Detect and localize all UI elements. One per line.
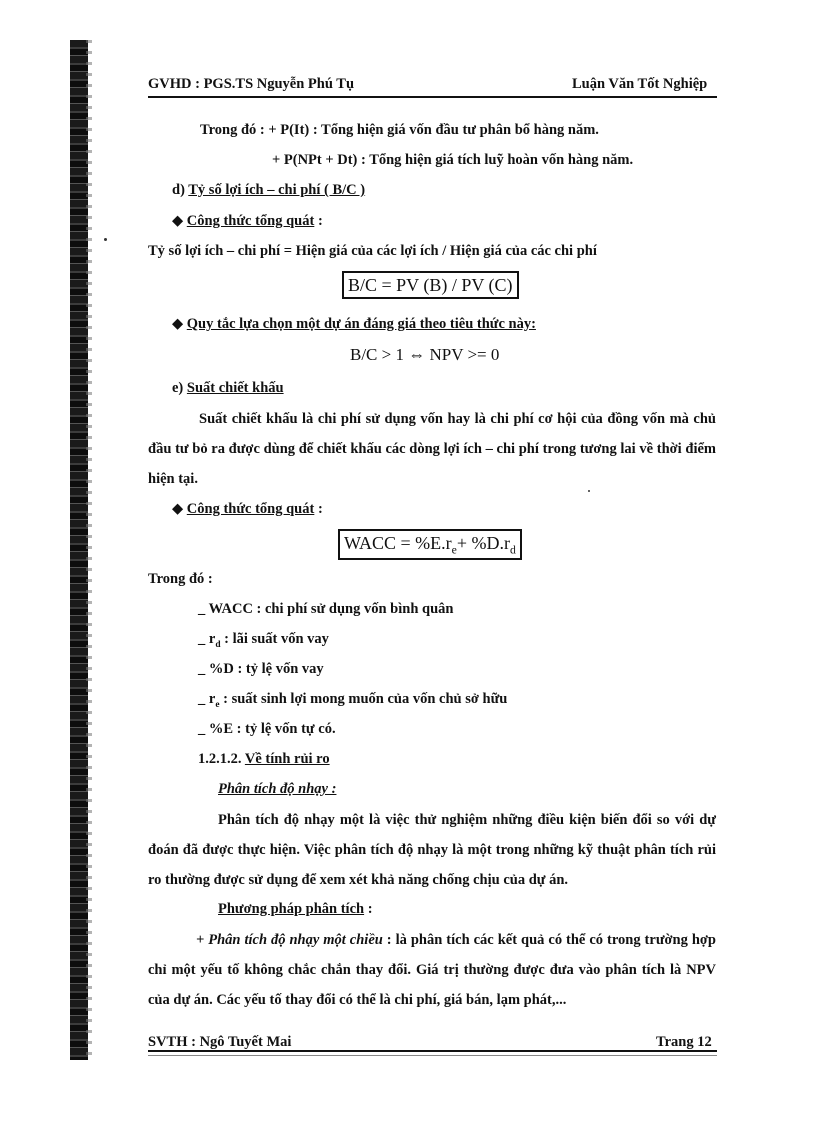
footer-rule xyxy=(148,1050,717,1052)
header-rule xyxy=(148,96,717,98)
trong-do-line-1: Trong đó : + P(It) : Tổng hiện giá vốn đầu tư phân bổ hàng năm. xyxy=(200,122,599,138)
bc-formula-box: B/C = PV (B) / PV (C) xyxy=(342,271,519,299)
bullet-1-suffix: : xyxy=(314,213,323,229)
def-re: _ $r_e$ : suất sinh lợi mong muốn của vốn chủ sở hữu xyxy=(198,691,508,710)
rule-heading xyxy=(172,315,536,333)
bullet-1-label: Công thức tổng quát xyxy=(186,213,315,229)
trong-do-line-2: + P(NPt + Dt) : Tổng hiện giá tích luỹ hoàn vốn hàng năm. xyxy=(272,152,634,168)
one-way-text: : là phân tích các kết quả có thể có trong trường hợp chỉ một yếu tố không chắc chắn thay đổi. Giá trị thường được đưa vào phân tích là NPV của dự án. Các yếu tố thay đổi có thể là chi phí, giá bán, lạm phát,... xyxy=(148,932,716,1008)
scan-speck xyxy=(104,238,107,241)
method-title: Phương pháp phân tích xyxy=(218,901,365,917)
footer-rule-thin xyxy=(148,1055,717,1056)
diamond-bullet-icon: ◆ xyxy=(172,316,187,332)
method-heading xyxy=(218,901,373,918)
def-pd: _ %D : tỷ lệ vốn vay xyxy=(198,661,324,677)
subsection-1212-number: 1.2.1.2. xyxy=(198,751,245,767)
one-way-paragraph xyxy=(148,925,716,1015)
bullet-2-suffix: : xyxy=(314,501,323,517)
trong-do-line-3: Trong đó : xyxy=(148,571,213,587)
bullet-formula-1 xyxy=(172,212,323,230)
def-rd: _ $r_d$ : lãi suất vốn vay xyxy=(198,631,329,650)
section-e-title: Suất chiết khấu xyxy=(186,380,284,396)
section-e-heading xyxy=(172,380,284,397)
method-suffix: : xyxy=(364,901,373,917)
section-e-label: e) xyxy=(172,380,187,396)
sensitivity-title: Phân tích độ nhạy : xyxy=(218,781,337,797)
header-left: GVHD : PGS.TS Nguyễn Phú Tụ xyxy=(148,76,355,92)
header-right: Luận Văn Tốt Nghiệp xyxy=(572,76,708,92)
footer-right: Trang 12 xyxy=(656,1034,712,1050)
subsection-1212 xyxy=(198,751,330,768)
rule-formula: B/C > 1 ⇔ NPV >= 0 xyxy=(350,345,500,364)
bullet-2-label: Công thức tổng quát xyxy=(186,501,315,517)
section-d-heading xyxy=(172,182,365,199)
sensitivity-paragraph: Phân tích độ nhạy một là việc thử nghiệm những điều kiện biến đổi so với dự đoán đã được thực hiện. Việc phân tích độ nhạy là một trong những kỹ thuật phân tích rủi ro thường được sử dụng để xem xét khả năng chống chịu của dự án. xyxy=(148,812,716,888)
wacc-formula-box: WACC = $\%E.r_e+ \%D.r_d$ xyxy=(338,529,522,560)
subsection-1212-title: Về tính rủi ro xyxy=(244,751,330,767)
scan-edge xyxy=(70,40,88,1060)
def-wacc: _ WACC : chi phí sử dụng vốn bình quân xyxy=(198,601,454,617)
footer-left: SVTH : Ngô Tuyết Mai xyxy=(148,1034,292,1050)
discount-paragraph: Suất chiết khấu là chi phí sử dụng vốn hay là chi phí cơ hội của đồng vốn mà chủ đầu tư bỏ ra được dùng để chiết khấu các dòng lợi ích – chi phí trong tương lai về thời điểm hiện tại. xyxy=(148,411,716,487)
diamond-bullet-icon: ◆ xyxy=(172,501,187,517)
section-d-title: Tỷ số lợi ích – chi phí ( B/C ) xyxy=(188,182,366,198)
bullet-formula-2 xyxy=(172,500,323,518)
one-way-label: + Phân tích độ nhạy một chiều xyxy=(196,932,383,948)
diamond-bullet-icon: ◆ xyxy=(172,213,187,229)
bc-definition: Tỷ số lợi ích – chi phí = Hiện giá của các lợi ích / Hiện giá của các chi phí xyxy=(148,243,597,259)
def-pe: _ %E : tỷ lệ vốn tự có. xyxy=(198,721,336,737)
rule-title: Quy tắc lựa chọn một dự án đáng giá theo tiêu thức này: xyxy=(186,316,536,332)
section-d-label: d) xyxy=(172,182,189,198)
